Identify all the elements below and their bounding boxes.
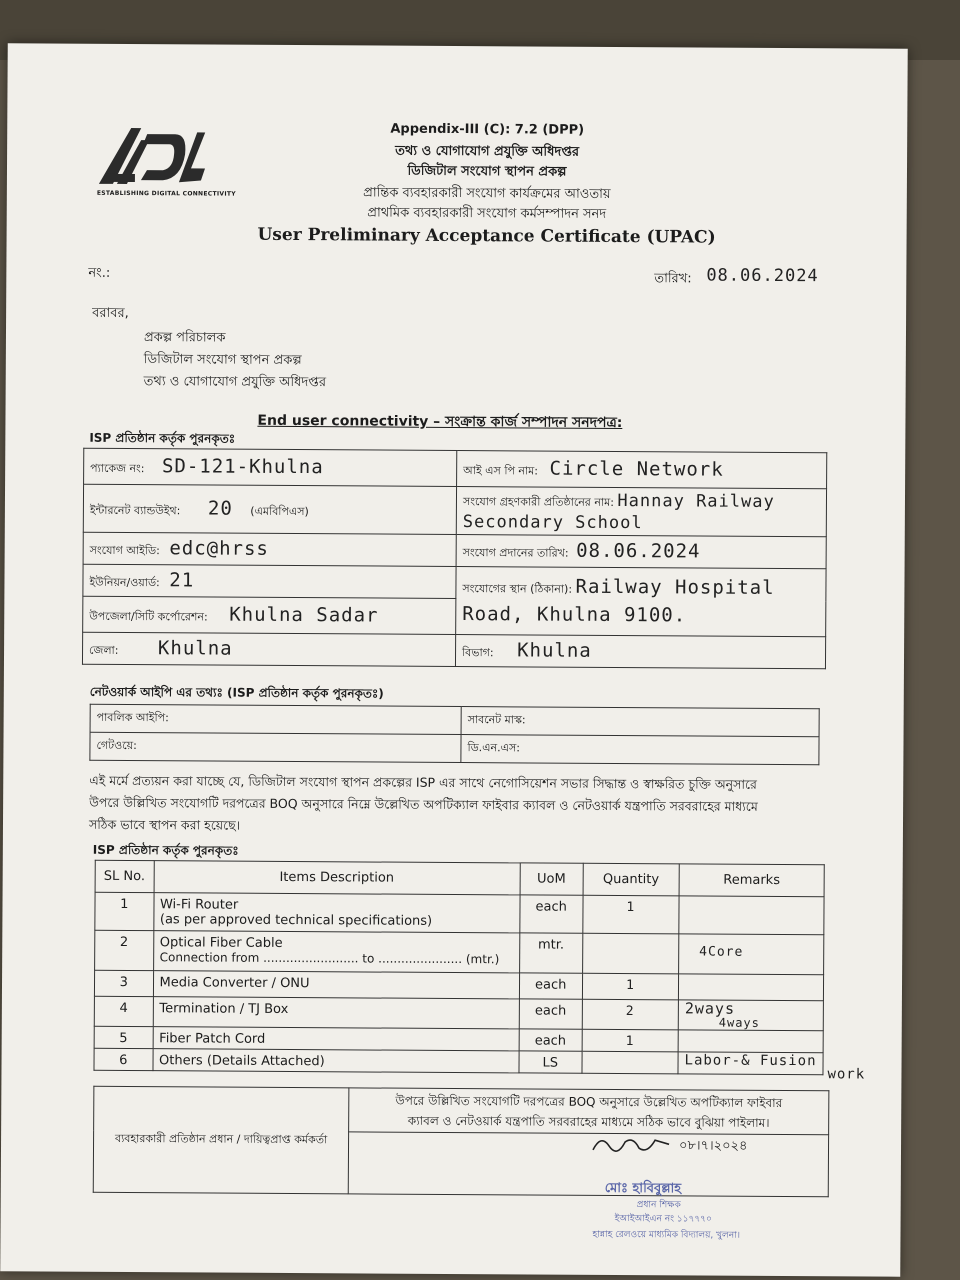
document-page (0, 43, 907, 1276)
address-to: বরাবর, (92, 305, 129, 322)
section3-title: ISP প্রতিষ্ঠান কর্তৃক পুরনকৃতঃ (92, 842, 239, 858)
division-label: বিভাগ: (462, 645, 494, 659)
receiver-label: সংযোগ গ্রহণকারী প্রতিষ্ঠানের নাম: (462, 494, 614, 509)
remarks-line1: 2ways (684, 999, 736, 1018)
row-desc-sub: (as per approved technical specifications) (159, 912, 433, 929)
row-qty (582, 1051, 678, 1074)
row-uom: LS (519, 1051, 582, 1073)
footer-cert-line2: ক্যাবল ও নেটওয়ার্ক যন্ত্রপাতি সরবরাহের মাধ্যমে সঠিক ভাবে বুঝিয়া পাইলাম। (407, 1113, 770, 1130)
project-name: ডিজিটাল সংযোগ স্থাপন প্রকল্প (407, 163, 567, 180)
conn-id-cell (83, 532, 456, 566)
bandwidth-unit: (এমবিপিএস) (250, 504, 309, 518)
table-row (95, 892, 824, 934)
row-uom: mtr. (519, 933, 582, 973)
paragraph-line2: উপরে উল্লিখিত সংযোগটি দরপত্রের BOQ অনুসারে নিম্নে উল্লেখিত অপটিক্যাল ফাইবার ক্যাবল ও নেটওয়ার্ক যন্ত্রপাতি সরবরাহের মাধ্যমে (89, 794, 758, 814)
public-ip-label: পাবলিক আইপি: (90, 704, 461, 734)
row-remarks: 4Core (679, 934, 824, 975)
gateway-label: গেটওয়ে: (90, 732, 461, 762)
certificate-title: User Preliminary Acceptance Certificate (UPAC) (257, 224, 716, 248)
row-sl: 4 (94, 996, 153, 1026)
logo-tagline: ESTABLISHING DIGITAL CONNECTIVITY (96, 189, 236, 198)
ward-cell (83, 564, 456, 598)
upazila-cell (83, 596, 456, 634)
row-desc: Others (Details Attached) (152, 1049, 518, 1073)
row-desc-main: Optical Fiber Cable (159, 935, 283, 951)
footer-cert-line1: উপরে উল্লিখিত সংযোগটি দরপত্রের BOQ অনুসারে উল্লেখিত অপটিক্যাল ফাইবার (395, 1093, 783, 1110)
connection-info-table (82, 448, 827, 670)
row-qty: 2 (582, 999, 678, 1030)
isp-cell (457, 451, 827, 489)
ward-label: ইউনিয়ন/ওয়ার্ড: (89, 575, 160, 589)
footer-cert (349, 1088, 829, 1135)
edc-logo (96, 124, 236, 205)
row-remarks (679, 896, 824, 935)
date-value: 08.06.2024 (706, 265, 819, 287)
signature-mark (589, 1132, 679, 1159)
table-row (94, 996, 823, 1030)
remarks-line2: 4ways (718, 1015, 760, 1030)
district-cell (82, 632, 455, 666)
edc-logo-mark (97, 124, 207, 191)
items-table (93, 860, 824, 1075)
isp-value: Circle Network (549, 457, 724, 481)
conn-date-value: 08.06.2024 (576, 539, 701, 563)
stamp-institution: হান্নাহ রেলওয়ে মাধ্যমিক বিদ্যালয়, খুলনা। (592, 1229, 740, 1241)
paragraph-line3: সঠিক ভাবে স্থাপন করা হয়েছে। (88, 816, 241, 833)
signature-date: ০৮।৭।২০২৪ (678, 1138, 748, 1154)
row-uom: each (519, 999, 582, 1029)
row-remarks (678, 1000, 823, 1031)
certificate-bn-title: প্রাথমিক ব্যবহারকারী সংযোগ কর্মসম্পাদন সনদ (367, 205, 607, 222)
row-sl: 5 (94, 1026, 153, 1048)
footer-table (93, 1086, 830, 1197)
address-line3: তথ্য ও যোগাযোগ প্রযুক্তি অধিদপ্তর (143, 374, 327, 391)
program-name: প্রান্তিক ব্যবহারকারী সংযোগ কার্যক্রমের আওতায় (363, 185, 611, 202)
row-remarks (678, 1030, 823, 1053)
section1-subtitle: ISP প্রতিষ্ঠান কর্তৃক পুরনকৃতঃ (89, 430, 236, 446)
row-desc-sub: Connection from ......................... to ...................... (mtr.) (159, 950, 500, 967)
bandwidth-label: ইন্টারনেট ব্যান্ডউইথ: (89, 503, 181, 517)
row-remarks (678, 974, 823, 1001)
table-row (94, 1048, 823, 1074)
row-uom: each (519, 973, 582, 999)
row-desc: Termination / TJ Box (153, 997, 519, 1029)
row-desc-main: Wi-Fi Router (159, 897, 239, 913)
row-qty (582, 933, 678, 974)
ward-value: 21 (169, 568, 195, 591)
footer-left: ব্যবহারকারী প্রতিষ্ঠান প্রধান / দায়িত্বপ্রাপ্ত কর্মকর্তা (93, 1086, 349, 1194)
network-ip-table (89, 704, 819, 765)
col-description: Items Description (154, 861, 520, 895)
upazila-label: উপজেলা/সিটি কর্পোরেশন: (89, 609, 208, 623)
row-desc: Fiber Patch Cord (153, 1027, 519, 1051)
bandwidth-value: 20 (207, 496, 233, 520)
row-qty: 1 (582, 973, 678, 1000)
col-sl: SL No. (95, 860, 154, 892)
location-label: সংযোগের স্থান (ঠিকানা): (462, 582, 573, 596)
row-qty: 1 (582, 1029, 678, 1052)
row-sl: 3 (94, 970, 153, 996)
package-cell (84, 448, 457, 486)
row-qty: 1 (583, 895, 679, 934)
col-uom: UoM (520, 863, 583, 895)
paragraph-line1: এই মর্মে প্রত্যয়ন করা যাচ্ছে যে, ডিজিটাল সংযোগ স্থাপন প্রকল্পের ISP এর সাথে নেগোসিয়েশন সভার সিদ্ধান্ত ও স্বাক্ষরিত চুক্তি অনুসারে (89, 772, 757, 792)
row-uom: each (519, 1029, 582, 1051)
stamp-eiin: ইআইআইএন নং ১১৭৭৭০ (614, 1213, 712, 1225)
signature-cell (348, 1132, 828, 1197)
items-header-row (95, 860, 824, 896)
conn-id-value: edc@hrss (169, 536, 269, 560)
stamp-name: মোঃ হাবিবুল্লাহ (604, 1180, 682, 1197)
conn-date-cell (456, 535, 826, 569)
date-label: তারিখ: (654, 271, 692, 287)
division-value: Khulna (517, 638, 592, 662)
certification-paragraph (89, 770, 849, 841)
bandwidth-cell (83, 484, 456, 534)
subnet-label: সাবনেট মাস্ক: (461, 707, 819, 737)
section2-title: নেটওয়ার্ক আইপি এর তথ্যঃ (ISP প্রতিষ্ঠান কর্তৃক পুরনকৃতঃ) (89, 684, 384, 701)
address-line2: ডিজিটাল সংযোগ স্থাপন প্রকল্প (143, 352, 302, 369)
conn-date-label: সংযোগ প্রদানের তারিখ: (462, 545, 569, 560)
row-desc (153, 931, 519, 973)
ref-no-label: নং.: (88, 265, 111, 281)
isp-label: আই এস পি নাম: (463, 463, 539, 478)
row-sl: 1 (95, 892, 154, 930)
org-name: তথ্য ও যোগাযোগ প্রযুক্তি অধিদপ্তর (395, 143, 580, 160)
receiver-cell (456, 487, 826, 537)
row-remarks: Labor-& Fusion (678, 1052, 823, 1075)
remarks-overflow: work (827, 1066, 866, 1083)
col-quantity: Quantity (583, 863, 679, 896)
col-remarks: Remarks (679, 864, 824, 897)
receiver-value-2: Secondary School (462, 511, 643, 533)
division-cell (455, 635, 825, 669)
table-row (95, 930, 824, 974)
row-desc: Media Converter / ONU (153, 971, 519, 999)
stamp-designation: প্রধান শিক্ষক (636, 1200, 681, 1211)
dns-label: ডি.এন.এস: (461, 735, 819, 765)
row-desc (153, 893, 519, 933)
address-line1: প্রকল্প পরিচালক (143, 330, 226, 346)
location-value-1: Railway Hospital (575, 575, 775, 599)
appendix-label: Appendix-III (C): 7.2 (DPP) (390, 121, 585, 138)
row-sl: 6 (94, 1048, 153, 1070)
conn-id-label: সংযোগ আইডি: (89, 543, 160, 557)
section1-title: End user connectivity – সংক্রান্ত কার্জ সম্পাদন সনদপত্র: (257, 412, 623, 432)
receiver-value-1: Hannay Railway (617, 490, 775, 512)
row-uom: each (520, 895, 583, 933)
location-cell (456, 567, 826, 637)
district-value: Khulna (157, 636, 233, 660)
row-sl: 2 (95, 930, 154, 970)
package-value: SD-121-Khulna (161, 454, 324, 478)
upazila-value: Khulna Sadar (229, 603, 379, 627)
district-label: জেলা: (89, 643, 119, 657)
location-value-2: Road, Khulna 9100. (462, 603, 687, 627)
package-label: প্যাকেজ নং: (90, 461, 145, 475)
